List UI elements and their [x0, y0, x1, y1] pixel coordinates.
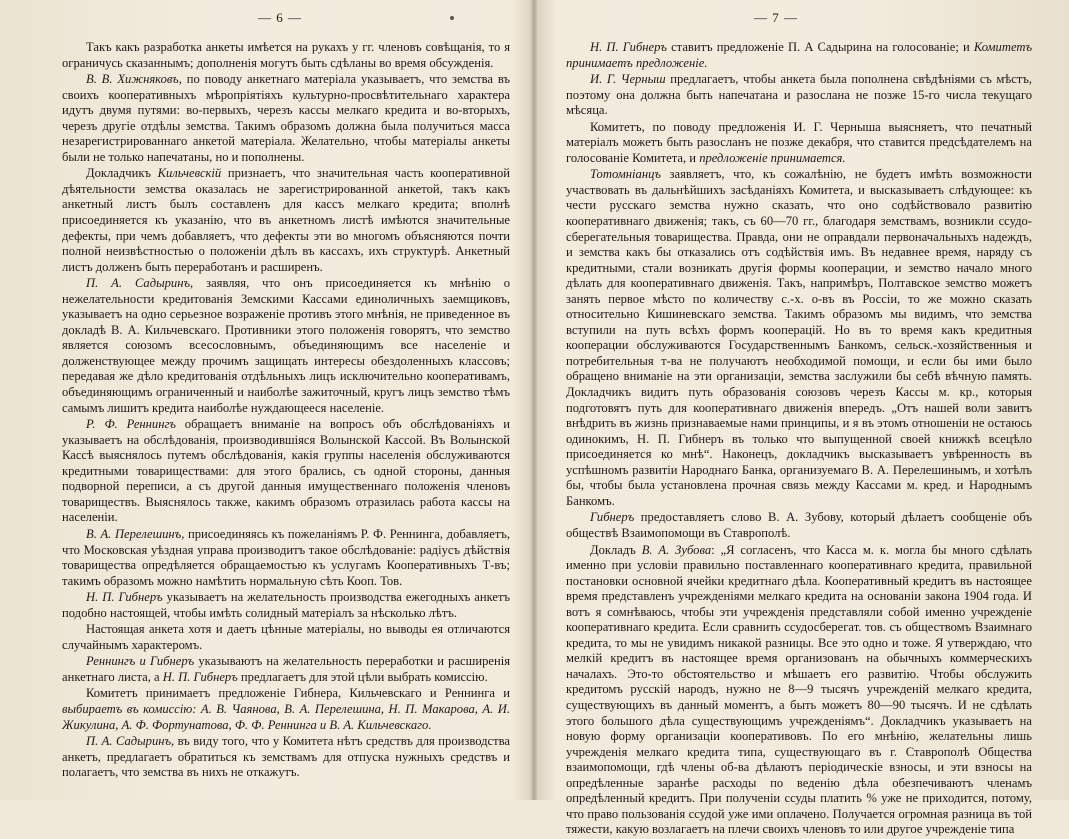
text-run: , присоединяясь къ пожеланіямъ Р. Ф. Реннинга, добавляетъ, что Московская уѣздная управа производитъ такое обслѣдованіе: радіусъ дѣйствія товарищества опредѣляется обращаемостью къ услугамъ Кооперативныхъ Т-въ; такимъ образомъ можно намѣтить нормальную сѣть Кооп. Тов. [62, 526, 510, 588]
page-text [62, 40, 510, 782]
text-run: заявляетъ, что, къ сожалѣнію, не будетъ имѣть возможности участвовать въ дальнѣйшихъ засѣданіяхъ Комитета, и высказываетъ слѣдующее: къ чести русскаго земства нужно сказать, что оно содѣйствовало развитію кооперативнаго движенія; такъ, съ 60—70 гг., благодаря земствамъ, возникли ссудо-сберегательныя товарищества. Правда, они не оправдали первоначальныхъ надеждъ, и земства какъ бы отказались отъ содѣйствія имъ. Въ недавнее время, наряду съ кредитными, стали возникать другія формы кооперации, и земство начало много дѣлать для кооперативнаго движенія. Такъ, напримѣръ, Полтавское земство можетъ занять первое мѣсто по количеству с.-х. о-въ въ Россіи, то же можно сказать относительно Кишиневскаго земства. Такимъ образомъ мы видимъ, что земства вступили на путь всѣхъ формъ кооперацій. Но въ то время какъ кредитныя кооперации обслуживаются Государственнымъ Банкомъ, сельск.-хозяйственныя и потребительныя т-ва не получаютъ необходимой помощи, и если бы ими было обращено вниманіе на эти организаціи, земства заслужили бы себѣ вѣчную память. Докладчикъ видитъ путь образованія союзовъ черезъ Кассы м. кр., которыя подготовятъ путь для кооперативнаго движенія впередъ. „Отъ нашей воли завитъ внѣдрить въ жизнь признаваемые нами принципы, и я въ этомъ отношеніи не остаюсь одинокимъ, Н. П. Гибнеръ въ только что выпущенной своей книжкѣ всецѣло присоединяется ко мнѣ“. Наконецъ, докладчикъ высказываетъ увѣренность въ успѣшномъ развитіи Народнаго Банка, организуемаго В. А. Перелешинымъ, и хотѣлъ бы, чтобы была установлена прочная связь между Кассами м. кред. и Народнымъ Банкомъ. [566, 167, 1032, 508]
page-text [566, 40, 1032, 839]
italic-run: выбираетъ въ комиссію: А. В. Чаянова, В. А. Перелешина, Н. П. Макарова, А. И. Жикулина, А. Ф. Фортунатова, Ф. Ф. Реннинга и В. А. Кильчевскаго. [62, 701, 510, 732]
paragraph [566, 510, 1032, 541]
text-run: , въ виду того, что у Комитета нѣтъ средствъ для производства анкетъ, предлагаетъ обратиться къ земствамъ для отпуска нужныхъ средствъ и полагаетъ, что земства въ нихъ не откажутъ. [62, 734, 510, 780]
text-run: : „Я согласенъ, что Касса м. к. могла бы много сдѣлать именно при условіи правильно поставленнаго кооперативнаго кредита, правильной постановки основной ячейки кредитнаго дѣла. Кооперативный кредитъ въ настоящее время представленъ учрежденіями мелкаго кредита на основаніи закона 1904 года. И вотъ я сомнѣваюсь, чтобы эти учрежденія представляли собой именно учрежденіе кооперативнаго кредита. Если сравнить ссудосберегат. тов. съ обществомъ Взаимнаго кредита, то мы не увидимъ никакой разницы. Все это одно и тоже. Я утверждаю, что мелкій кредитъ въ настоящее время организованъ на обычныхъ коммерческихъ началахъ. Это-то обстоятельство и мѣшаетъ его развитію. Чтобы обслужить кредитомъ русскій народъ, нужно не 8—9 тысячъ учрежденій мелкаго кредита, существующихъ въ данный моментъ, а быть можетъ 80—90 тысячъ. И не сдѣлать этого большого дѣла существующимъ учрежденіямъ“. Докладчикъ указываетъ на новую форму организаціи кооперативовъ. По его мнѣнію, желательны лишь учрежденія мелкаго кредита типа, существующаго въ г. Ставрополѣ Общества взаимопомощи, гдѣ члены об-ва дѣлаютъ періодическіе взносы, и эти взносы на опредѣленные заранѣе расходы по веденію дѣла обезпечиваютъ членамъ опредѣленный кредитъ. При полученіи ссуды платить % уже не приходится, потому, что право пользованія ссудой уже ими оплачено. Получается огромная разница въ той тяжести, какую возлагаетъ на плечи своихъ членовъ то или другое учрежденіе типа [566, 542, 1032, 837]
paragraph [62, 72, 510, 165]
text-run: Комитетъ, по поводу предложенія И. Г. Черныша выясняетъ, что печатный матеріалъ можетъ быть разосланъ не позже декабря, что ставится предсѣдателемъ на голосованіе Комитета, и [566, 119, 1032, 165]
paragraph [62, 166, 510, 275]
italic-run: В. В. Хижняковъ [86, 72, 179, 87]
italic-run: Н. П. Гибнеръ [590, 40, 667, 54]
italic-run: Н. П. Гибнеръ [86, 590, 163, 605]
paragraph [566, 543, 1032, 838]
text-run: Докладчикъ [86, 166, 158, 181]
paragraph [62, 527, 510, 589]
italic-run: Кильчевскій [157, 166, 222, 181]
paragraph [62, 654, 510, 685]
paragraph [566, 167, 1032, 509]
text-run: предлагаетъ для этой цѣли выбрать комиссію. [237, 669, 488, 684]
text-run: признаетъ, что значительная часть кооперативной дѣятельности земства оказалась не зарегистрированной анкетой, такъ какъ анкетный листъ былъ составленъ для кассъ мелкаго кредита; вполнѣ присоединяется къ указанію, что въ анкетномъ листѣ имѣются значительные дефекты, при чемъ добавляетъ, что дефекты эти во многомъ объясняются почти полной неизвѣстностью о положеніи дѣлъ въ кассахъ, ихъ структурѣ. Анкетный листъ долженъ быть переработанъ и расширенъ. [62, 166, 511, 274]
left-page [0, 0, 530, 800]
text-run: ставитъ предложеніе П. А Садырина на голосованіе; и [666, 40, 974, 54]
paragraph [62, 40, 510, 71]
paragraph [566, 72, 1032, 119]
italic-run: Тотомніанцъ [590, 167, 661, 182]
italic-run: Реннингъ и Гибнеръ [86, 654, 195, 669]
italic-run: Гибнеръ [590, 510, 635, 525]
text-run: Докладъ [590, 542, 642, 557]
paragraph [62, 686, 510, 733]
text-run: , заявляя, что онъ присоединяется къ мнѣнію о нежелательности кредитованія Земскими Кассами единоличныхъ заемщиковъ, указываетъ на одно серьезное возраженіе противъ этого мнѣнія, не приведенное въ докладѣ В. А. Кильчевскаго. Противники этого положенія говорятъ, что земство является союзомъ всесословнымъ, объединяющимъ все населеніе и долженствующее между прочимъ защищать интересы обездоленныхъ классовъ; передавая же дѣло кредитованія отдѣльныхъ лицъ исключительно кооперативамъ, объединяющимъ ограниченный и наиболѣе зажиточный, кругъ лицъ земство тѣмъ самымъ лишитъ кредита наиболѣе нуждающееся населеніе. [62, 276, 511, 415]
paragraph [566, 120, 1032, 167]
text-run: Настоящая анкета хотя и даетъ цѣнные матеріалы, но выводы ея отличаются случайнымъ характеромъ. [62, 622, 510, 652]
italic-run: И. Г. Черныш [590, 72, 666, 87]
text-run: Комитетъ принимаетъ предложеніе Гибнера, Кильчевскаго и Реннинга и [86, 686, 510, 701]
ink-dot [450, 16, 454, 20]
paragraph [62, 276, 510, 416]
page-number: — 6 — [258, 10, 302, 25]
italic-run: В. А. Зубова [641, 542, 712, 557]
paragraph [62, 417, 510, 526]
text-run: предоставляетъ слово В. А. Зубову, который дѣлаетъ сообщеніе объ обществѣ Взаимопомощи въ Ставрополѣ. [566, 510, 1032, 540]
paragraph [62, 590, 510, 621]
paragraph [62, 734, 510, 781]
text-run: указываютъ на желательность переработки и расширенія анкетнаго листа, а [62, 654, 510, 684]
text-run: , по поводу анкетнаго матеріала указываетъ, что земства въ своихъ кооперативныхъ мѣропріятіяхъ культурно-просвѣтительнаго характера идутъ двумя путями: во-первыхъ, черезъ кассы мелкаго кредита и во-вторыхъ, черезъ другіе отдѣлы земства. Такимъ образомъ должна была получиться масса незарегистрированнаго анкетой матеріала. Желательно, чтобы матеріалы анкеты были не только напечатаны, но и пополнены. [62, 72, 510, 164]
paragraph [62, 622, 510, 653]
book-gutter [530, 0, 538, 800]
italic-run: Комитетъ принимаетъ предложеніе. [566, 40, 1032, 70]
italic-run: Р. Ф. Реннингъ [86, 417, 176, 432]
italic-run: В. А. Перелешинъ [86, 526, 182, 541]
italic-run: П. А. Садыринъ [86, 734, 172, 749]
right-page [538, 0, 1069, 837]
italic-run: П. А. Садыринъ [86, 276, 191, 291]
page-number: — 7 — [754, 10, 798, 25]
text-run: предлагаетъ, чтобы анкета была пополнена свѣдѣніями съ мѣстъ, поэтому она должна быть напечатана и разослана не позже 15-го числа текущаго мѣсяца. [566, 72, 1032, 118]
italic-run: предложеніе принимается. [699, 150, 846, 165]
text-run: указываетъ на желательность производства ежегодныхъ анкетъ подобно настоящей, чтобы имѣть солидный матеріалъ за нѣсколько лѣтъ. [62, 590, 510, 620]
italic-run: Н. П. Гибнеръ [162, 669, 238, 684]
paragraph [566, 40, 1032, 71]
text-run: Такъ какъ разработка анкеты имѣется на рукахъ у гг. членовъ совѣщанія, то я ограничусь сказаннымъ; дополненія могутъ быть сдѣланы во время обсужденія. [62, 40, 510, 70]
text-run: обращаетъ вниманіе на вопросъ объ обслѣдованіяхъ и указываетъ на обслѣдованія, производившіяся Волынской Кассой. Въ Волынской Кассѣ выяснялось путемъ обслѣдованія, какія группы населенія обслуживаются кредитными товариществами: для этого брались, съ одной стороны, данныя подворной переписи, а съ другой данныя имущественнаго положенія членовъ товариществъ. Выяснялось также, какимъ образомъ отразилась работа кассы на населеніи. [62, 417, 510, 525]
